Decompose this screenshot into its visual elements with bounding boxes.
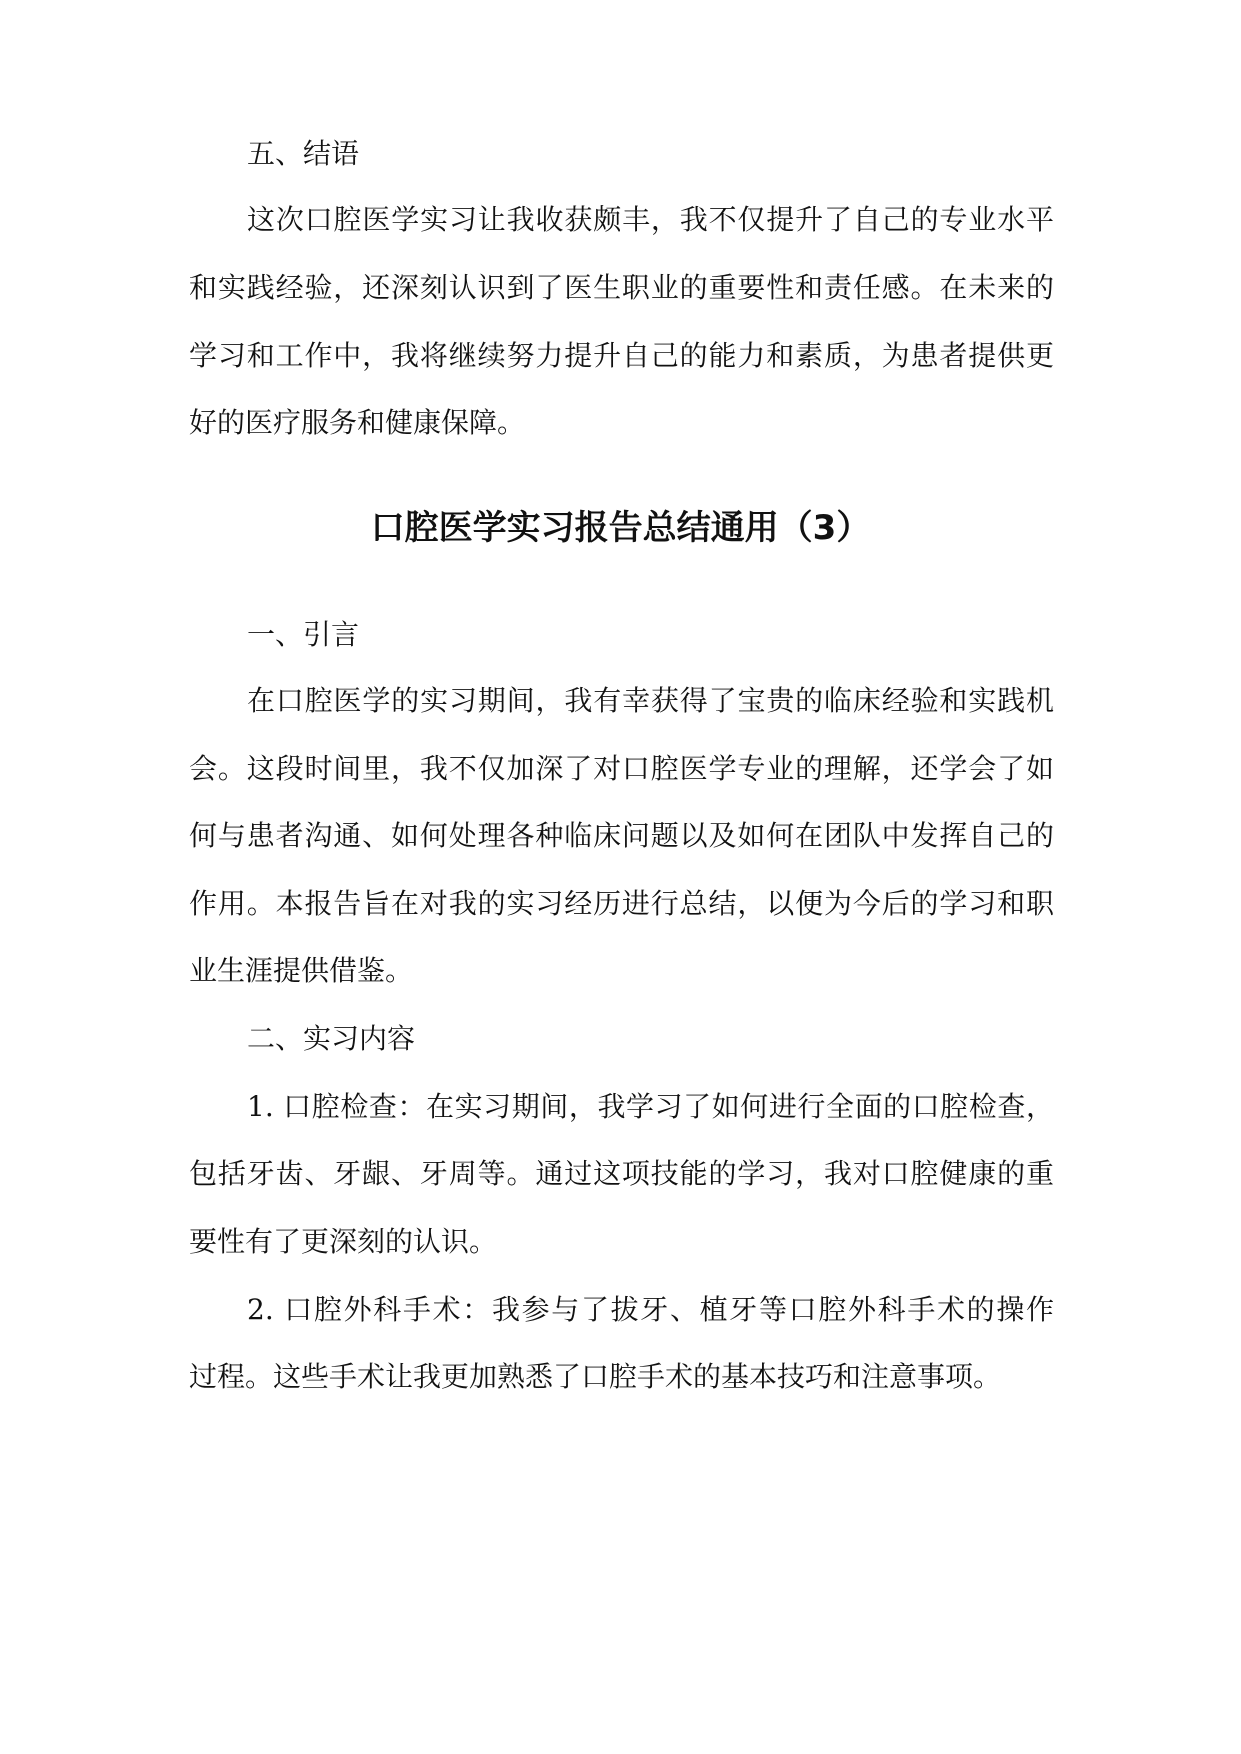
paragraph-line: 在口腔医学的实习期间，我有幸获得了宝贵的临床经验和实践机: [247, 684, 1054, 717]
paragraph-line: 学习和工作中，我将继续努力提升自己的能力和素质，为患者提供更: [189, 339, 1054, 372]
section-heading-conclusion: 五、结语: [247, 137, 360, 170]
list-item-line: 包括牙齿、牙龈、牙周等。通过这项技能的学习，我对口腔健康的重: [189, 1157, 1054, 1190]
paragraph-line: 作用。本报告旨在对我的实习经历进行总结，以便为今后的学习和职: [189, 887, 1054, 920]
paragraph-line: 好的医疗服务和健康保障。: [189, 406, 526, 439]
section-heading-internship-content: 二、实习内容: [247, 1022, 416, 1055]
paragraph-line: 何与患者沟通、如何处理各种临床问题以及如何在团队中发挥自己的: [189, 819, 1054, 852]
list-item-line: 2. 口腔外科手术：我参与了拔牙、植牙等口腔外科手术的操作: [247, 1293, 1054, 1326]
list-item-line: 过程。这些手术让我更加熟悉了口腔手术的基本技巧和注意事项。: [189, 1360, 1002, 1393]
list-item-line: 要性有了更深刻的认识。: [189, 1225, 498, 1258]
document-title: 口腔医学实习报告总结通用（3）: [370, 508, 871, 548]
section-heading-introduction: 一、引言: [247, 618, 360, 651]
paragraph-line: 这次口腔医学实习让我收获颇丰，我不仅提升了自己的专业水平: [247, 203, 1054, 236]
paragraph-line: 会。这段时间里，我不仅加深了对口腔医学专业的理解，还学会了如: [189, 752, 1054, 785]
list-item-line: 1. 口腔检查：在实习期间，我学习了如何进行全面的口腔检查，: [247, 1090, 1054, 1123]
paragraph-line: 和实践经验，还深刻认识到了医生职业的重要性和责任感。在未来的: [189, 271, 1054, 304]
paragraph-line: 业生涯提供借鉴。: [189, 954, 414, 987]
